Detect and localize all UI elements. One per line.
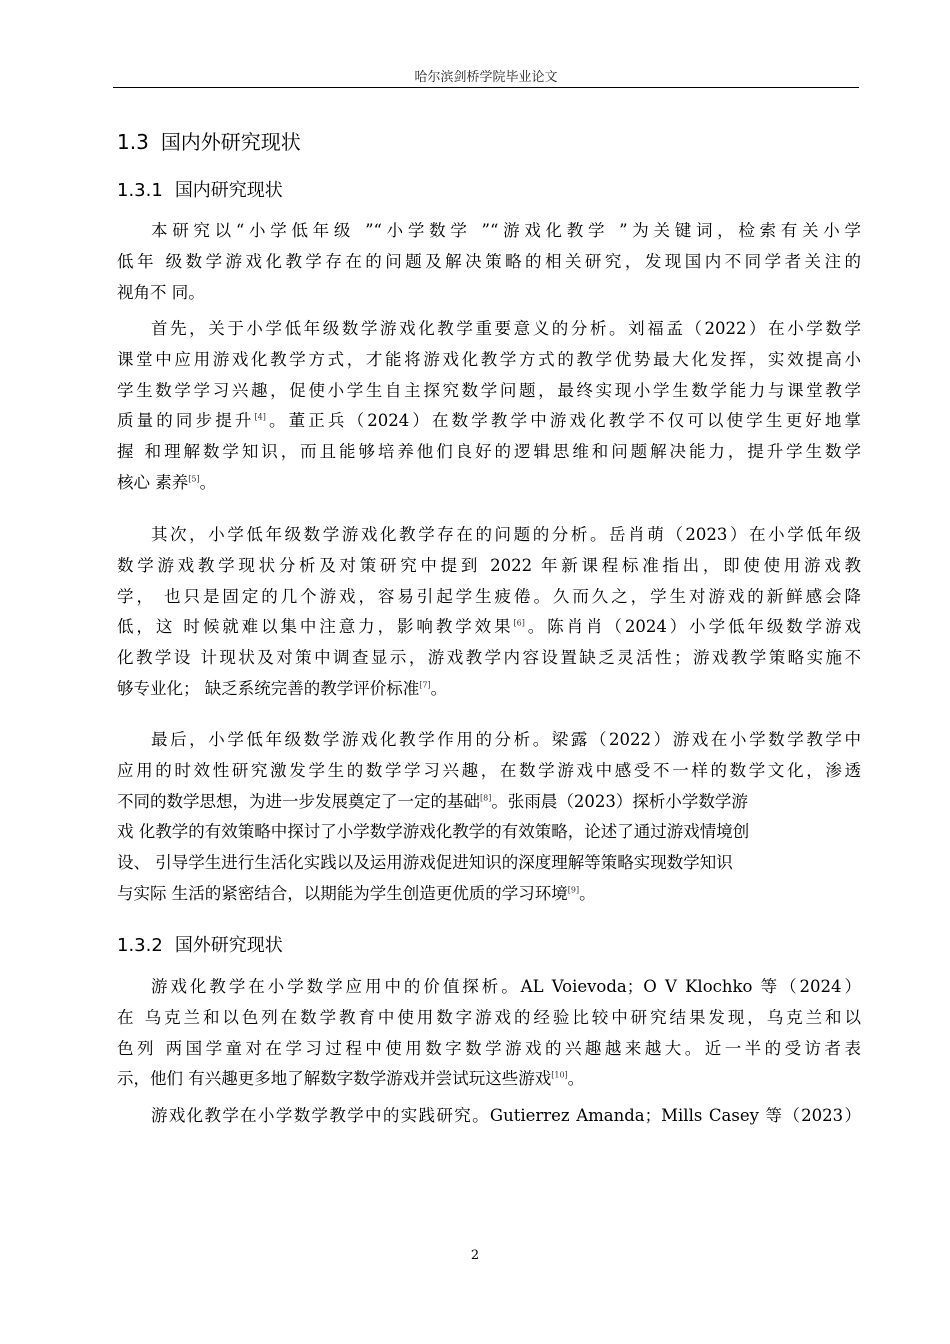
subsection-number: 1.3.1 xyxy=(117,180,163,201)
subsection-heading-foreign xyxy=(117,931,283,957)
paragraph-foreign-practice xyxy=(117,1101,861,1132)
text-line: 握 和理解数学知识，而且能够培养他们良好的逻辑思维和问题解决能力，提升学生数学 xyxy=(117,442,861,462)
text-line: 低年 级数学游戏化教学存在的问题及解决策略的相关研究，发现国内不同学者关注的 xyxy=(117,251,861,271)
text-run: 够专业化； 缺乏系统完善的教学评价标准 xyxy=(117,678,420,698)
text-line xyxy=(117,1064,861,1095)
text-run: 。陈肖肖（2024）小学低年级数学游戏 xyxy=(524,617,861,637)
text-line: 戏 化教学的有效策略中探讨了小学数学游戏化教学的有效策略，论述了通过游戏情境创 xyxy=(117,822,750,842)
page-number: 2 xyxy=(470,1248,480,1263)
citation-10: [10] xyxy=(551,1070,568,1080)
text-line: 学， 也只是固定的几个游戏，容易引起学生疲倦。久而久之，学生对游戏的新鲜感会降 xyxy=(117,586,861,606)
text-run: 。 xyxy=(430,678,448,698)
text-run: 。张雨晨（2023）探析小学数学游 xyxy=(491,791,748,811)
paragraph-importance xyxy=(117,314,861,499)
text-line: 学生数学学习兴趣，促使小学生自主探究数学问题，最终实现小学生数学能力与课堂教学 xyxy=(117,380,861,400)
text-line xyxy=(117,468,861,499)
text-line: 本研究以“小学低年级 ”“小学数学 ”“游戏化教学 ”为关键词，检索有关小学 xyxy=(151,221,861,240)
text-run: 低，这 时候就难以集中注意力，影响教学效果 xyxy=(117,617,514,637)
text-line: 游戏化教学在小学数学应用中的价值探析。AL Voievoda；O V Klochko 等（2024） xyxy=(151,977,861,996)
text-line xyxy=(117,787,861,818)
text-line: 化教学设 计现状及对策中调查显示，游戏教学内容设置缺乏灵活性；游戏教学策略实施不 xyxy=(117,648,861,668)
text-run: 与实际 生活的紧密结合，以期能为学生创造更优质的学习环境 xyxy=(117,883,568,903)
citation-7: [7] xyxy=(419,680,431,690)
text-run: 不同的数学思想，为进一步发展奠定了一定的基础 xyxy=(117,791,480,811)
subsection-heading-domestic xyxy=(117,176,283,202)
citation-9: [9] xyxy=(567,885,580,895)
paragraph-effects xyxy=(117,725,861,910)
text-line: 首先，关于小学低年级数学游戏化教学重要意义的分析。刘福孟（2022）在小学数学 xyxy=(151,319,861,338)
citation-6: [6] xyxy=(513,618,525,628)
text-run: 示，他们 有兴趣更多地了解数字数学游戏并尝试玩这些游戏 xyxy=(117,1069,552,1089)
subsection-title: 国内研究现状 xyxy=(174,180,283,201)
text-line: 色列 两国学童对在学习过程中使用数字数学游戏的兴趣越来越大。近一半的受访者表 xyxy=(117,1038,861,1058)
text-line xyxy=(117,612,861,643)
section-title: 国内外研究现状 xyxy=(160,130,301,154)
subsection-number: 1.3.2 xyxy=(117,935,163,956)
text-line: 在 乌克兰和以色列在数学教育中使用数字游戏的经验比较中研究结果发现，乌克兰和以 xyxy=(117,1007,861,1027)
citation-8: [8] xyxy=(480,793,492,803)
text-line xyxy=(117,406,861,437)
text-line: 其次，小学低年级数学游戏化教学存在的问题的分析。岳肖萌（2023）在小学低年级 xyxy=(151,525,861,544)
citation-5: [5] xyxy=(188,474,200,484)
paragraph-intro xyxy=(117,216,861,308)
text-run: 质量的同步提升 xyxy=(117,411,255,431)
subsection-title: 国外研究现状 xyxy=(174,935,283,956)
text-line xyxy=(117,674,861,705)
citation-4: [4] xyxy=(254,412,266,422)
text-line: 应用的时效性研究激发学生的数学学习兴趣，在数学游戏中感受不一样的数学文化，渗透 xyxy=(117,760,861,780)
text-line: 数学游戏教学现状分析及对策研究中提到 2022 年新课程标准指出，即使使用游戏教 xyxy=(117,555,861,575)
text-line: 游戏化教学在小学数学教学中的实践研究。Gutierrez Amanda；Mills Casey 等（2023） xyxy=(151,1106,861,1125)
header-rule xyxy=(113,87,859,88)
text-line: 视角不 同。 xyxy=(117,282,205,302)
section-number: 1.3 xyxy=(117,130,149,154)
text-run: 。 xyxy=(199,472,217,492)
text-line: 设、 引导学生进行生活化实践以及运用游戏促进知识的深度理解等策略实现数学知识 xyxy=(117,853,733,873)
text-run: 。 xyxy=(567,1069,585,1089)
text-line xyxy=(117,879,861,910)
text-run: 。 xyxy=(579,883,596,903)
running-header: 哈尔滨剑桥学院毕业论文 xyxy=(414,70,558,85)
text-line: 课堂中应用游戏化教学方式，才能将游戏化教学方式的教学优势最大化发挥，实效提高小 xyxy=(117,349,861,369)
paragraph-foreign-value xyxy=(117,972,861,1095)
section-heading xyxy=(117,126,301,155)
text-run: 核心 素养 xyxy=(117,472,189,492)
text-line: 最后，小学低年级数学游戏化教学作用的分析。梁露（2022）游戏在小学数学教学中 xyxy=(151,730,861,749)
text-run: 。董正兵（2024）在数学教学中游戏化教学不仅可以使学生更好地掌 xyxy=(265,411,862,431)
paragraph-problems xyxy=(117,520,861,705)
